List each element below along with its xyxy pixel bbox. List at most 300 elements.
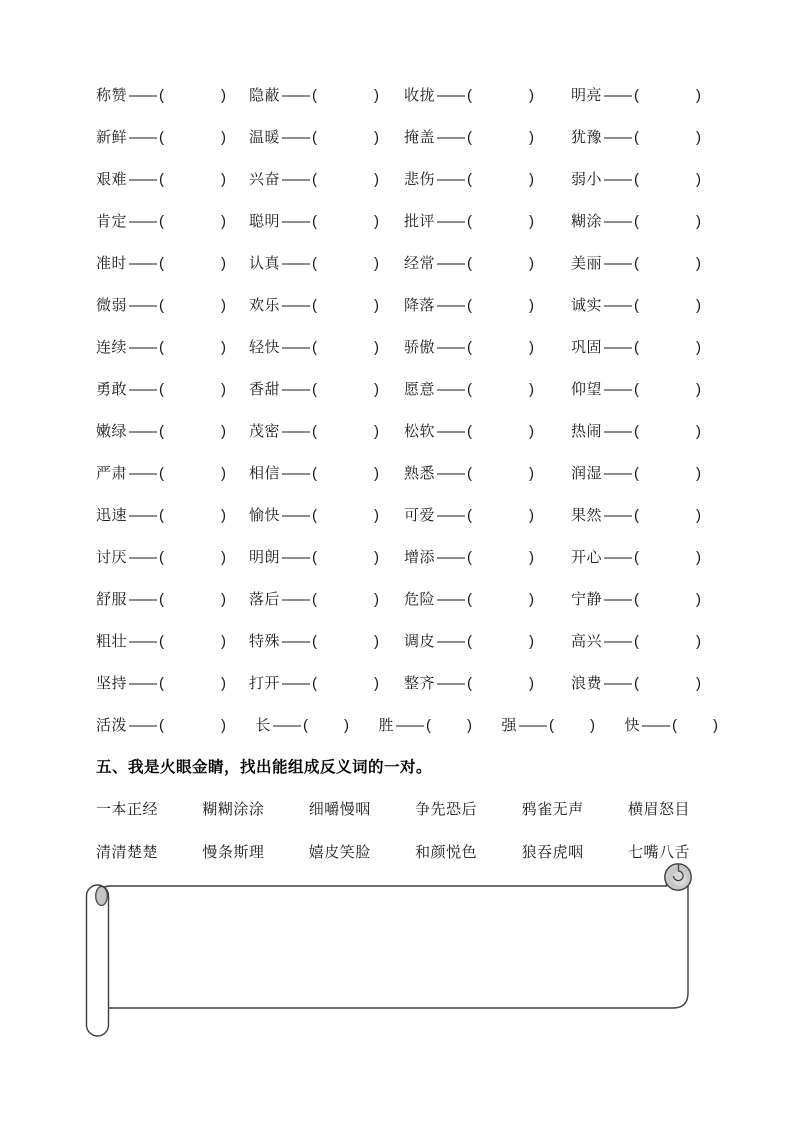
source-word: 新鲜: [96, 129, 128, 146]
paren-open: (: [634, 87, 640, 104]
dash-line: ——: [129, 507, 156, 524]
antonym-pair-item: [551, 421, 718, 442]
paren-close: ): [466, 717, 472, 734]
paren-open: (: [312, 297, 318, 314]
paren-close: ): [374, 675, 380, 692]
answer-blank: [308, 729, 344, 730]
source-word: 坚持: [96, 675, 128, 692]
paren-open: (: [634, 423, 640, 440]
paren-close: ): [221, 423, 227, 440]
answer-blank: [431, 729, 467, 730]
paren-close: ): [221, 87, 227, 104]
antonym-pair-item: [96, 85, 243, 106]
answer-blank: [639, 603, 696, 604]
dash-line: ——: [437, 423, 464, 440]
source-word: 愉快: [249, 507, 281, 524]
paren-close: ): [374, 591, 380, 608]
paren-close: ): [344, 717, 349, 734]
source-word: 整齐: [404, 675, 436, 692]
idiom-item: 和颜悦色: [415, 844, 478, 861]
antonym-row: [96, 295, 718, 337]
scroll-sheet: [97, 874, 688, 1008]
antonym-pair-item: [96, 505, 243, 526]
antonym-pair-item: [243, 127, 396, 148]
idiom-item: 狼吞虎咽: [521, 844, 584, 861]
paren-close: ): [529, 87, 535, 104]
idiom-item: 七嘴八舌: [627, 844, 690, 861]
answer-blank: [472, 687, 529, 688]
paren-open: (: [634, 129, 640, 146]
source-word: 熟悉: [404, 465, 436, 482]
paren-close: ): [529, 423, 535, 440]
answer-blank: [472, 645, 529, 646]
dash-line: ——: [282, 549, 309, 566]
answer-blank: [639, 309, 696, 310]
source-word: 严肃: [96, 465, 128, 482]
antonym-pair-item: [96, 463, 243, 484]
antonym-pair-item: [551, 547, 718, 568]
scroll-left-roll-end: [96, 887, 108, 906]
source-word: 温暖: [249, 129, 281, 146]
paren-close: ): [529, 507, 535, 524]
paren-open: (: [312, 675, 318, 692]
paren-close: ): [529, 465, 535, 482]
answer-blank: [472, 435, 529, 436]
dash-line: ——: [437, 87, 464, 104]
answer-blank: [639, 183, 696, 184]
worksheet-content: [96, 85, 718, 885]
antonym-pair-item: [396, 463, 551, 484]
antonym-pair-item: [96, 253, 243, 274]
paren-open: (: [467, 675, 473, 692]
source-word: 艰难: [96, 171, 128, 188]
antonym-pair-item: [96, 337, 243, 358]
antonym-pair-item: [378, 715, 472, 736]
dash-line: ——: [437, 381, 464, 398]
antonym-pair-item: [551, 253, 718, 274]
answer-blank: [164, 603, 221, 604]
idiom-row-1: [96, 799, 690, 842]
paren-close: ): [696, 507, 702, 524]
answer-blank: [317, 645, 374, 646]
answer-blank: [317, 267, 374, 268]
answer-blank: [639, 267, 696, 268]
answer-blank: [317, 351, 374, 352]
idiom-item: 细嚼慢咽: [308, 801, 371, 818]
paren-close: ): [696, 465, 702, 482]
answer-blank: [639, 435, 696, 436]
answer-blank: [472, 519, 529, 520]
source-word: 明亮: [571, 87, 603, 104]
antonym-row: [96, 631, 718, 673]
paren-open: (: [159, 297, 165, 314]
paren-close: ): [221, 591, 227, 608]
dash-line: ——: [604, 171, 631, 188]
paren-close: ): [221, 339, 227, 356]
answer-blank: [317, 225, 374, 226]
source-word: 勇敢: [96, 381, 128, 398]
antonym-pair-item: [243, 589, 396, 610]
paren-open: (: [312, 87, 318, 104]
idiom-item: 一本正经: [96, 801, 159, 818]
paren-close: ): [221, 633, 227, 650]
paren-close: ): [696, 591, 702, 608]
paren-close: ): [374, 465, 380, 482]
source-word: 巩固: [571, 339, 603, 356]
source-word: 肯定: [96, 213, 128, 230]
dash-line: ——: [604, 255, 631, 272]
antonym-pair-item: [96, 589, 243, 610]
answer-blank: [317, 309, 374, 310]
antonym-pair-item: [243, 631, 396, 652]
dash-line: ——: [604, 465, 631, 482]
source-word: 称赞: [96, 87, 128, 104]
paren-open: (: [467, 549, 473, 566]
paren-open: (: [467, 213, 473, 230]
paren-open: (: [159, 213, 165, 230]
source-word: 批评: [404, 213, 436, 230]
antonym-pair-item: [551, 85, 718, 106]
antonym-pair-item: [243, 85, 396, 106]
dash-line: ——: [282, 591, 309, 608]
dash-line: ——: [129, 129, 156, 146]
source-word: 润湿: [571, 465, 603, 482]
paren-close: ): [529, 339, 535, 356]
paren-open: (: [312, 423, 318, 440]
dash-line: ——: [129, 297, 156, 314]
paren-open: (: [671, 717, 677, 734]
source-word: 调皮: [404, 633, 436, 650]
paren-close: ): [374, 633, 380, 650]
dash-line: ——: [604, 339, 631, 356]
answer-blank: [639, 477, 696, 478]
paren-close: ): [374, 213, 380, 230]
answer-blank: [317, 435, 374, 436]
answer-blank: [164, 519, 221, 520]
paren-close: ): [221, 297, 227, 314]
dash-line: ——: [282, 675, 309, 692]
antonym-row: [96, 379, 718, 421]
answer-blank: [639, 687, 696, 688]
paren-close: ): [221, 213, 227, 230]
answer-blank: [164, 393, 221, 394]
source-word: 打开: [249, 675, 281, 692]
answer-blank: [472, 183, 529, 184]
source-word: 果然: [571, 507, 603, 524]
dash-line: ——: [604, 381, 631, 398]
antonym-pair-item: [255, 715, 349, 736]
paren-close: ): [529, 675, 535, 692]
paren-open: (: [634, 339, 640, 356]
answer-blank: [472, 477, 529, 478]
antonym-pair-item: [96, 421, 243, 442]
idiom-item: 争先恐后: [415, 801, 478, 818]
source-word: 降落: [404, 297, 436, 314]
paren-open: (: [634, 633, 640, 650]
answer-blank: [554, 729, 590, 730]
source-word: 仰望: [571, 381, 603, 398]
answer-blank: [317, 687, 374, 688]
antonym-pair-item: [551, 211, 718, 232]
scroll-left-roll: [87, 885, 109, 1036]
answer-blank: [317, 603, 374, 604]
answer-blank: [317, 519, 374, 520]
paren-close: ): [696, 129, 702, 146]
paren-close: ): [529, 171, 535, 188]
paren-open: (: [467, 465, 473, 482]
source-word: 浪费: [571, 675, 603, 692]
dash-line: ——: [273, 717, 299, 734]
source-word: 微弱: [96, 297, 128, 314]
paren-open: (: [159, 87, 165, 104]
paren-close: ): [696, 213, 702, 230]
source-word: 明朗: [249, 549, 281, 566]
dash-line: ——: [437, 213, 464, 230]
paren-open: (: [634, 255, 640, 272]
dash-line: ——: [282, 507, 309, 524]
source-word: 嫩绿: [96, 423, 128, 440]
dash-line: ——: [437, 465, 464, 482]
antonym-pair-item: [396, 379, 551, 400]
antonym-pair-item: [243, 421, 396, 442]
source-word: 可爱: [404, 507, 436, 524]
antonym-row: [96, 673, 718, 715]
paren-open: (: [159, 255, 165, 272]
paren-open: (: [467, 297, 473, 314]
source-word: 香甜: [249, 381, 281, 398]
paren-open: (: [634, 171, 640, 188]
source-word: 认真: [249, 255, 281, 272]
antonym-pair-item: [551, 127, 718, 148]
answer-blank: [317, 183, 374, 184]
paren-open: (: [312, 255, 318, 272]
paren-open: (: [312, 129, 318, 146]
paren-close: ): [696, 87, 702, 104]
answer-blank: [472, 603, 529, 604]
source-word: 隐蔽: [249, 87, 281, 104]
source-word: 危险: [404, 591, 436, 608]
paren-open: (: [425, 717, 431, 734]
answer-blank: [164, 225, 221, 226]
source-word: 聪明: [249, 213, 281, 230]
dash-line: ——: [282, 423, 309, 440]
answer-blank: [639, 645, 696, 646]
paren-open: (: [159, 171, 165, 188]
source-word: 收拢: [404, 87, 436, 104]
paren-open: (: [467, 423, 473, 440]
paren-close: ): [529, 381, 535, 398]
antonym-pair-item: [96, 673, 243, 694]
antonym-pair-item: [396, 337, 551, 358]
source-word: 诚实: [571, 297, 603, 314]
dash-line: ——: [282, 297, 309, 314]
answer-blank: [639, 225, 696, 226]
paren-close: ): [696, 549, 702, 566]
antonym-pair-item: [96, 295, 243, 316]
dash-line: ——: [641, 717, 668, 734]
paren-open: (: [312, 591, 318, 608]
idiom-item: 慢条斯理: [202, 844, 265, 861]
source-word: 强: [501, 717, 517, 734]
answer-blank: [472, 351, 529, 352]
paren-close: ): [374, 171, 380, 188]
answer-blank: [164, 267, 221, 268]
paren-open: (: [312, 507, 318, 524]
dash-line: ——: [518, 717, 545, 734]
dash-line: ——: [604, 549, 631, 566]
source-word: 兴奋: [249, 171, 281, 188]
answer-blank: [317, 477, 374, 478]
paren-open: (: [467, 129, 473, 146]
answer-blank: [639, 561, 696, 562]
answer-blank: [472, 99, 529, 100]
dash-line: ——: [604, 87, 631, 104]
dash-line: ——: [129, 465, 156, 482]
antonym-pair-item: [96, 127, 243, 148]
source-word: 迅速: [96, 507, 128, 524]
idiom-item: 鸦雀无声: [521, 801, 584, 818]
paren-close: ): [712, 717, 718, 734]
antonym-pair-item: [96, 547, 243, 568]
dash-line: ——: [129, 591, 156, 608]
dash-line: ——: [604, 591, 631, 608]
paren-close: ): [221, 255, 227, 272]
paren-open: (: [159, 507, 165, 524]
antonym-pair-item: [551, 337, 718, 358]
paren-close: ): [221, 717, 227, 734]
antonym-pair-item: [551, 673, 718, 694]
source-word: 快: [624, 717, 640, 734]
paren-open: (: [312, 213, 318, 230]
antonym-pair-item: [396, 169, 551, 190]
paren-open: (: [312, 171, 318, 188]
paren-close: ): [221, 675, 227, 692]
antonym-pair-item: [96, 211, 243, 232]
source-word: 热闹: [571, 423, 603, 440]
antonym-pair-item: [551, 589, 718, 610]
antonym-row: [96, 547, 718, 589]
answer-blank: [164, 99, 221, 100]
antonym-pair-item: [551, 505, 718, 526]
antonym-pair-item: [96, 715, 226, 736]
dash-line: ——: [437, 297, 464, 314]
idiom-item: 清清楚楚: [96, 844, 159, 861]
source-word: 开心: [571, 549, 603, 566]
antonym-pair-item: [243, 673, 396, 694]
antonym-pair-item: [243, 253, 396, 274]
dash-line: ——: [129, 171, 156, 188]
paren-close: ): [696, 423, 702, 440]
idiom-item: 横眉怒目: [627, 801, 690, 818]
dash-line: ——: [282, 381, 309, 398]
dash-line: ——: [437, 675, 464, 692]
source-word: 骄傲: [404, 339, 436, 356]
paren-close: ): [221, 171, 227, 188]
source-word: 掩盖: [404, 129, 436, 146]
paren-open: (: [312, 339, 318, 356]
source-word: 长: [255, 717, 271, 734]
answer-blank: [472, 309, 529, 310]
paren-open: (: [303, 717, 308, 734]
paren-close: ): [696, 297, 702, 314]
antonym-pair-item: [551, 631, 718, 652]
answer-scroll-banner: [80, 858, 702, 1046]
paren-close: ): [374, 255, 380, 272]
antonym-pair-item: [243, 337, 396, 358]
answer-blank: [317, 561, 374, 562]
antonym-row: [96, 589, 718, 631]
dash-line: ——: [282, 129, 309, 146]
source-word: 讨厌: [96, 549, 128, 566]
antonym-pair-item: [243, 379, 396, 400]
antonym-pair-item: [243, 463, 396, 484]
source-word: 茂密: [249, 423, 281, 440]
dash-line: ——: [282, 465, 309, 482]
antonym-row: [96, 127, 718, 169]
paren-open: (: [159, 129, 165, 146]
paren-open: (: [467, 591, 473, 608]
source-word: 美丽: [571, 255, 603, 272]
idiom-item: 糊糊涂涂: [202, 801, 265, 818]
answer-blank: [639, 141, 696, 142]
dash-line: ——: [395, 717, 422, 734]
paren-close: ): [529, 591, 535, 608]
source-word: 胜: [378, 717, 394, 734]
antonym-grid: [96, 85, 718, 757]
dash-line: ——: [437, 171, 464, 188]
source-word: 特殊: [249, 633, 281, 650]
source-word: 弱小: [571, 171, 603, 188]
dash-line: ——: [604, 213, 631, 230]
antonym-pair-item: [551, 295, 718, 316]
antonym-pair-item: [396, 211, 551, 232]
antonym-pair-item: [243, 169, 396, 190]
answer-blank: [639, 393, 696, 394]
source-word: 落后: [249, 591, 281, 608]
antonym-pair-item: [396, 673, 551, 694]
dash-line: ——: [282, 213, 309, 230]
answer-blank: [639, 351, 696, 352]
dash-line: ——: [604, 129, 631, 146]
paren-open: (: [159, 549, 165, 566]
dash-line: ——: [604, 507, 631, 524]
dash-line: ——: [282, 339, 309, 356]
source-word: 经常: [404, 255, 436, 272]
answer-blank: [164, 645, 221, 646]
paren-open: (: [159, 633, 165, 650]
dash-line: ——: [129, 381, 156, 398]
antonym-pair-item: [396, 421, 551, 442]
antonym-row: [96, 85, 718, 127]
antonym-pair-item: [396, 589, 551, 610]
dash-line: ——: [604, 423, 631, 440]
paren-close: ): [374, 339, 380, 356]
source-word: 舒服: [96, 591, 128, 608]
dash-line: ——: [437, 339, 464, 356]
dash-line: ——: [129, 213, 156, 230]
source-word: 高兴: [571, 633, 603, 650]
answer-blank: [164, 561, 221, 562]
paren-open: (: [634, 591, 640, 608]
paren-open: (: [312, 633, 318, 650]
dash-line: ——: [129, 87, 156, 104]
paren-close: ): [696, 381, 702, 398]
answer-blank: [164, 729, 221, 730]
paren-close: ): [696, 339, 702, 356]
source-word: 轻快: [249, 339, 281, 356]
source-word: 欢乐: [249, 297, 281, 314]
paren-close: ): [221, 507, 227, 524]
